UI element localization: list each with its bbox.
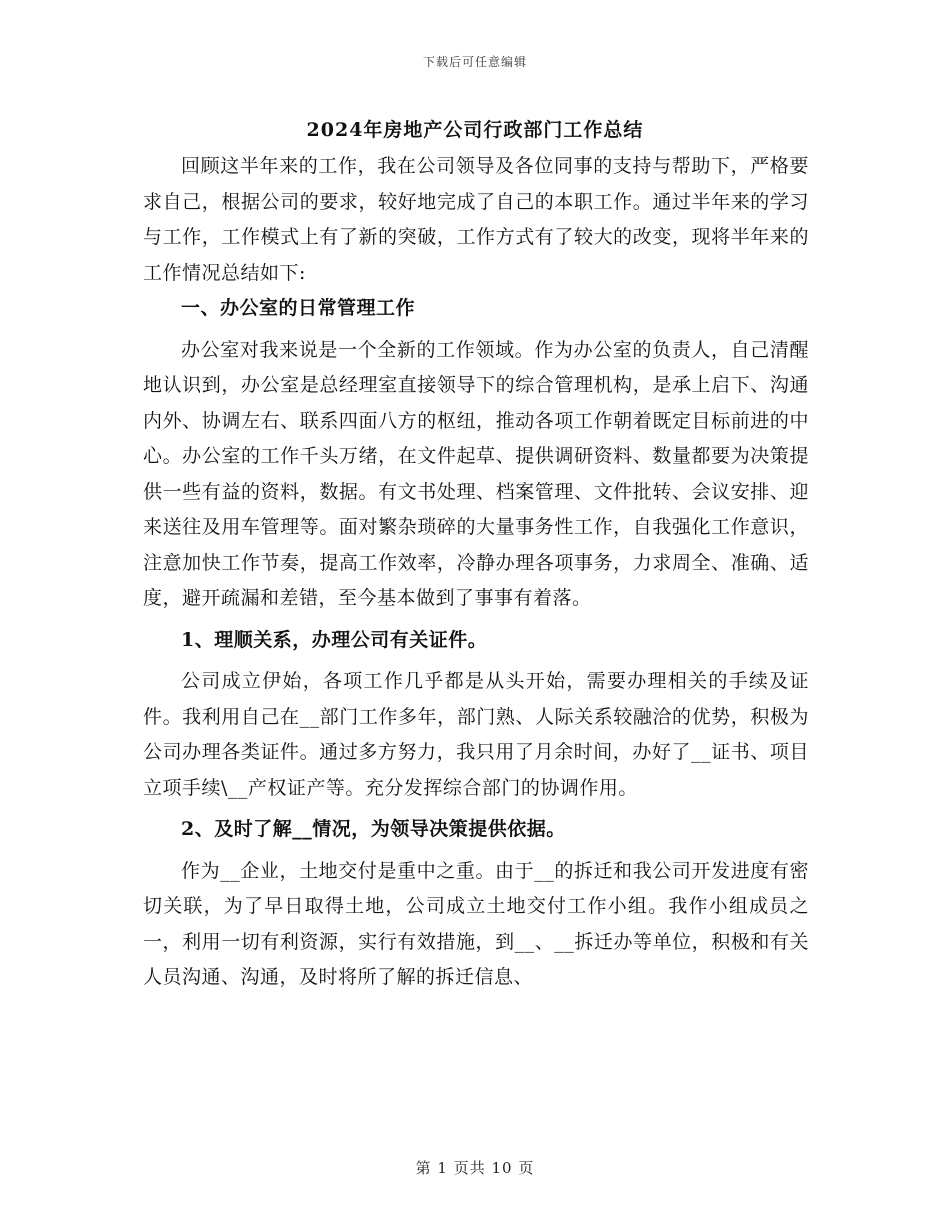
item-paragraph-certificates: 公司成立伊始，各项工作几乎都是从头开始，需要办理相关的手续及证件。我利用自己在__部门工作多年，部门熟、人际关系较融洽的优势，积极为公司办理各类证件。通过多方努力，我只用了月余时间，办好了__证书、项目立项手续\__产权证产等。充分发挥综合部门的协调作用。 — [143, 670, 809, 799]
intro-paragraph: 回顾这半年来的工作，我在公司领导及各位同事的支持与帮助下，严格要求自己，根据公司的要求，较好地完成了自己的本职工作。通过半年来的学习与工作，工作模式上有了新的突破，工作方式有了较大的改变，现将半年来的工作情况总结如下: — [143, 155, 809, 284]
item-heading-certificates: 1、理顺关系，办理公司有关证件。 — [181, 628, 488, 651]
document-body — [143, 149, 809, 996]
section-heading-office-management: 一、办公室的日常管理工作 — [181, 297, 416, 319]
page-number-footer: 第 1 页共 10 页 — [415, 1159, 535, 1177]
section-paragraph-office-management: 办公室对我来说是一个全新的工作领域。作为办公室的负责人，自己清醒地认识到，办公室是总经理室直接领导下的综合管理机构，是承上启下、沟通内外、协调左右、联系四面八方的枢纽，推动各项工作朝着既定目标前进的中心。办公室的工作千头万绪，在文件起草、提供调研资料、数量都要为决策提供一些有益的资料，数据。有文书处理、档案管理、文件批转、会议安排、迎来送往及用车管理等。面对繁杂琐碎的大量事务性工作，自我强化工作意识，注意加快工作节奏，提高工作效率，冷静办理各项事务，力求周全、准确、适度，避开疏漏和差错，至今基本做到了事事有着落。 — [143, 338, 809, 609]
item-heading-decision-support: 2、及时了解__情况，为领导决策提供依据。 — [181, 818, 566, 840]
page-header-note: 下载后可任意编辑 — [422, 55, 527, 69]
item-paragraph-decision-support: 作为__企业，土地交付是重中之重。由于__的拆迁和我公司开发进度有密切关联，为了早日取得土地，公司成立土地交付工作小组。我作小组成员之一，利用一切有利资源，实行有效措施，到__、__拆迁办等单位，积极和有关人员沟通、沟通，及时将所了解的拆迁信息、 — [143, 859, 809, 988]
document-title: 2024年房地产公司行政部门工作总结 — [306, 119, 644, 141]
